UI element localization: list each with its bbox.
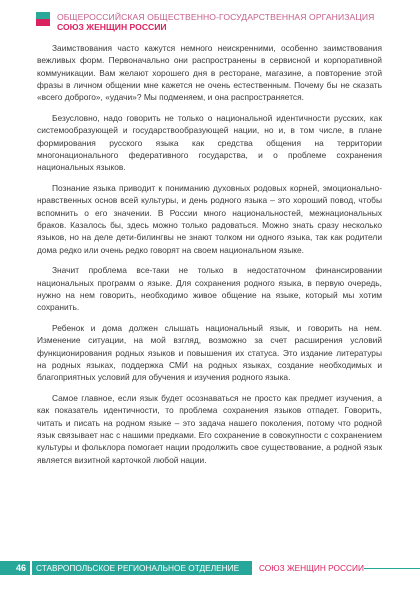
page-footer	[0, 557, 420, 579]
paragraph: Заимствования часто кажутся немного неискренними, особенно заимствования вежливых форм. Первоначально они распространены в сервисной и корпоративной коммуникации. Вам желают хорошего дня в ресторане, магазине, а повторение этой фразы в личном общении мне кажется не очень естественным. Почему бы не сказать «всего доброго», «удачи»? Мы подменяем, и она распространяется.	[37, 43, 382, 103]
logo-teal-block	[36, 12, 50, 19]
page-number: 46	[0, 561, 30, 575]
page-header	[0, 0, 420, 32]
organization-logo-icon	[36, 12, 50, 26]
footer-divider	[364, 568, 420, 569]
paragraph: Самое главное, если язык будет осознаваться не просто как предмет изучения, а как показатель идентичности, то проблема сохранения языков отпадет. Говорить, читать и писать на родном языке – это задача нашего поколения, потому что родной язык связывает нас с нашими предками. Его сохранение в совокупности с сохранением культуры и фольклора помогает нации продолжить свое существование, а родной язык является визитной карточкой любой нации.	[37, 393, 382, 465]
logo-crimson-block	[36, 19, 50, 26]
organization-name: ОБЩЕРОССИЙСКАЯ ОБЩЕСТВЕННО-ГОСУДАРСТВЕННАЯ ОРГАНИЗАЦИЯ	[57, 12, 375, 22]
paragraph: Ребенок и дома должен слышать национальный язык, и говорить на нем. Изменение ситуации, на мой взгляд, возможно за счет расширения условий функционирования родных языков и повышения их статуса. Это издание литературы на родных языках, поддержка СМИ на родных языках, создание необходимых и благоприятных условий для обучения и изучения родного языка.	[37, 323, 382, 383]
union-label: СОЮЗ ЖЕНЩИН РОССИИ	[259, 563, 364, 573]
department-label: СТАВРОПОЛЬСКОЕ РЕГИОНАЛЬНОЕ ОТДЕЛЕНИЕ	[36, 563, 240, 573]
paragraph: Значит проблема все-таки не только в недостаточном финансировании национальных программ о языке. Для сохранения родного языка, в первую очередь, нужно на нем говорить, необходимо живое общение на языке, который мы хотим сохранить.	[37, 265, 382, 313]
paragraph: Безусловно, надо говорить не только о национальной идентичности русских, как системообразующей и государствообразующей нации, но и, в том числе, в плане формирования русского языка как средства общения на территории многонационального федеративного государства, и о проблеме сохранения национальных языков.	[37, 113, 382, 173]
article-body	[37, 42, 382, 474]
organization-title: СОЮЗ ЖЕНЩИН РОССИИ	[57, 22, 167, 32]
paragraph: Познание языка приводит к пониманию духовных родовых корней, эмоционально-нравственных основ всей культуры, и день родного языка – это хороший повод, чтобы вспомнить о его значении. В России много национальностей, межнациональных браков. Казалось бы, здесь можно только радоваться. Можно знать сразу несколько языков, но на деле дети-билингвы не знают толком ни одного языка, так как родители дома редко или очень редко говорят на своем национальном языке.	[37, 183, 382, 255]
